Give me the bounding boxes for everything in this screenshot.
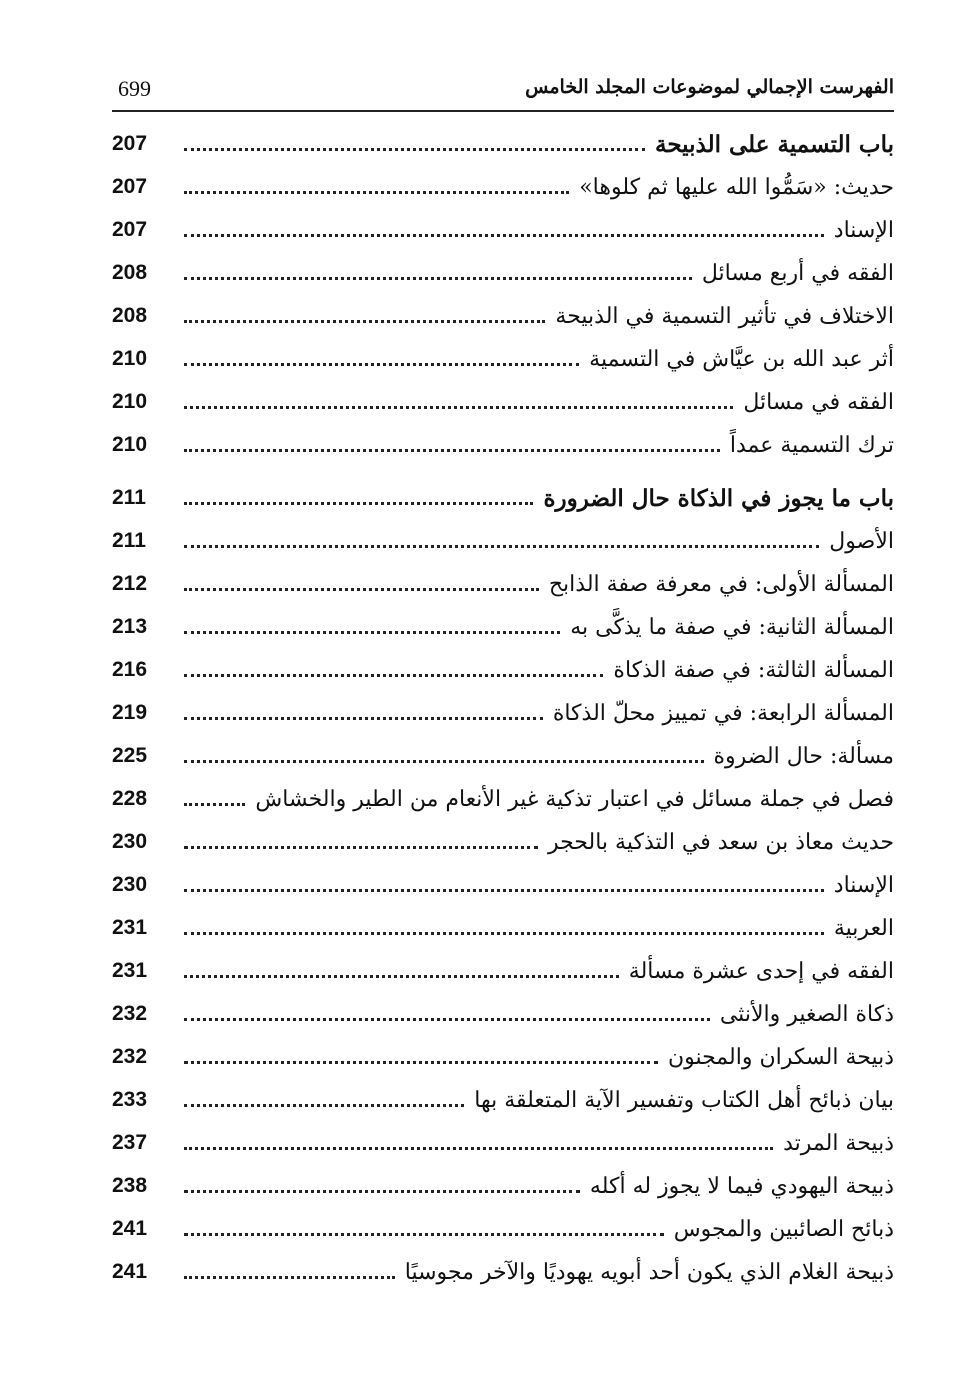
dot-leader — [184, 545, 819, 548]
entry-title: ذبيحة الغلام الذي يكون أحد أبويه يهوديًا والآخر مجوسيًا — [404, 1259, 894, 1285]
dot-leader — [184, 502, 533, 505]
dot-leader — [184, 760, 704, 763]
entry-page-number: 241 — [112, 1260, 148, 1283]
toc-entry — [112, 253, 894, 293]
chapter-title: باب التسمية على الذبيحة — [654, 130, 894, 158]
entry-title: الإسناد — [833, 872, 894, 898]
entry-title: فصل في جملة مسائل في اعتبار تذكية غير الأنعام من الطير والخشاش — [255, 786, 894, 812]
entry-page-number: 210 — [112, 433, 148, 456]
dot-leader — [184, 148, 645, 151]
entry-title: الاختلاف في تأثير التسمية في الذبيحة — [555, 303, 894, 329]
entry-page-number: 216 — [112, 658, 148, 681]
entry-title: الفقه في إحدى عشرة مسألة — [628, 958, 894, 984]
entry-title: ذبيحة المرتد — [783, 1130, 894, 1156]
dot-leader — [184, 631, 560, 634]
dot-leader — [184, 975, 619, 978]
entry-title: المسألة الرابعة: في تمييز محلّ الذكاة — [552, 700, 894, 726]
entry-title: بيان ذبائح أهل الكتاب وتفسير الآية المتعلقة بها — [474, 1087, 894, 1113]
dot-leader — [184, 1104, 464, 1107]
entry-page-number: 232 — [112, 1045, 148, 1068]
entry-page-number: 238 — [112, 1174, 148, 1197]
entry-title: ذبيحة السكران والمجنون — [667, 1044, 894, 1070]
toc-entry — [112, 1123, 894, 1163]
dot-leader — [184, 363, 579, 366]
entry-page-number: 208 — [112, 261, 148, 284]
toc-entry — [112, 521, 894, 561]
entry-title: الفقه في مسائل — [743, 389, 894, 415]
toc-entry — [112, 736, 894, 776]
dot-leader — [184, 1276, 395, 1279]
entry-page-number: 228 — [112, 787, 148, 810]
entry-page-number: 231 — [112, 959, 148, 982]
dot-leader — [184, 889, 824, 892]
toc-entry — [112, 1037, 894, 1077]
dot-leader — [184, 234, 824, 237]
dot-leader — [184, 932, 824, 935]
toc-entry — [112, 1252, 894, 1292]
entry-page-number: 237 — [112, 1131, 148, 1154]
entry-title: المسألة الثانية: في صفة ما يذكَّى به — [570, 614, 894, 640]
page-number: 699 — [118, 76, 151, 101]
toc-entry — [112, 564, 894, 604]
entry-title: الإسناد — [833, 217, 894, 243]
entry-page-number: 213 — [112, 615, 148, 638]
toc-entry — [112, 478, 894, 518]
entry-page-number: 207 — [112, 218, 148, 241]
dot-leader — [184, 1233, 664, 1236]
dot-leader — [184, 277, 692, 280]
dot-leader — [184, 803, 245, 806]
toc-entry — [112, 210, 894, 250]
entry-title: العربية — [833, 915, 894, 941]
entry-page-number: 210 — [112, 347, 148, 370]
dot-leader — [184, 406, 733, 409]
entry-title: ذبائح الصائبين والمجوس — [673, 1216, 894, 1242]
entry-page-number: 212 — [112, 572, 148, 595]
toc-entry — [112, 1209, 894, 1249]
entry-page-number: 207 — [112, 132, 148, 155]
entry-title: ذبيحة اليهودي فيما لا يجوز له أكله — [589, 1173, 894, 1199]
toc-entry — [112, 693, 894, 733]
entry-page-number: 211 — [112, 529, 146, 552]
toc-entry — [112, 425, 894, 465]
running-header — [112, 70, 894, 112]
entry-page-number: 230 — [112, 873, 148, 896]
entry-page-number: 233 — [112, 1088, 148, 1111]
entry-page-number: 210 — [112, 390, 148, 413]
toc-entry — [112, 779, 894, 819]
entry-page-number: 225 — [112, 744, 148, 767]
entry-page-number: 230 — [112, 830, 148, 853]
toc-entry — [112, 1080, 894, 1120]
toc-entry — [112, 382, 894, 422]
entry-page-number: 211 — [112, 486, 146, 509]
entry-page-number: 241 — [112, 1217, 148, 1240]
dot-leader — [184, 846, 538, 849]
entry-title: المسألة الثالثة: في صفة الذكاة — [613, 657, 894, 683]
entry-title: الأصول — [829, 528, 894, 554]
header-title: الفهرست الإجمالي لموضوعات المجلد الخامس — [525, 76, 894, 98]
toc-entry — [112, 951, 894, 991]
toc-entry — [112, 1166, 894, 1206]
toc-entry — [112, 296, 894, 336]
entry-title: ترك التسمية عمداً — [729, 432, 894, 458]
toc-entry — [112, 167, 894, 207]
entry-title: أثر عبد الله بن عيَّاش في التسمية — [589, 346, 894, 372]
entry-title: المسألة الأولى: في معرفة صفة الذابح — [548, 571, 894, 597]
entry-title: ذكاة الصغير والأنثى — [719, 1001, 894, 1027]
chapter-title: باب ما يجوز في الذكاة حال الضرورة — [543, 484, 894, 512]
dot-leader — [184, 1061, 658, 1064]
entry-title: مسألة: حال الضروة — [713, 743, 894, 769]
dot-leader — [184, 320, 545, 323]
entry-title: حديث معاذ بن سعد في التذكية بالحجر — [547, 829, 894, 855]
dot-leader — [184, 191, 569, 194]
entry-title: الفقه في أربع مسائل — [701, 260, 894, 286]
toc-entry — [112, 607, 894, 647]
toc-entry — [112, 822, 894, 862]
entry-page-number: 231 — [112, 916, 148, 939]
toc-entry — [112, 339, 894, 379]
dot-leader — [184, 449, 720, 452]
dot-leader — [184, 1018, 710, 1021]
toc-entry — [112, 994, 894, 1034]
entry-page-number: 232 — [112, 1002, 148, 1025]
dot-leader — [184, 1190, 580, 1193]
dot-leader — [184, 717, 543, 720]
entry-page-number: 207 — [112, 175, 148, 198]
entry-title: حديث: «سَمُّوا الله عليها ثم كلوها» — [579, 174, 894, 200]
entry-page-number: 219 — [112, 701, 148, 724]
toc-entry — [112, 908, 894, 948]
entry-page-number: 208 — [112, 304, 148, 327]
dot-leader — [184, 588, 539, 591]
dot-leader — [184, 674, 603, 677]
toc-entry — [112, 650, 894, 690]
dot-leader — [184, 1147, 773, 1150]
toc-entry — [112, 865, 894, 905]
toc-entry — [112, 124, 894, 164]
